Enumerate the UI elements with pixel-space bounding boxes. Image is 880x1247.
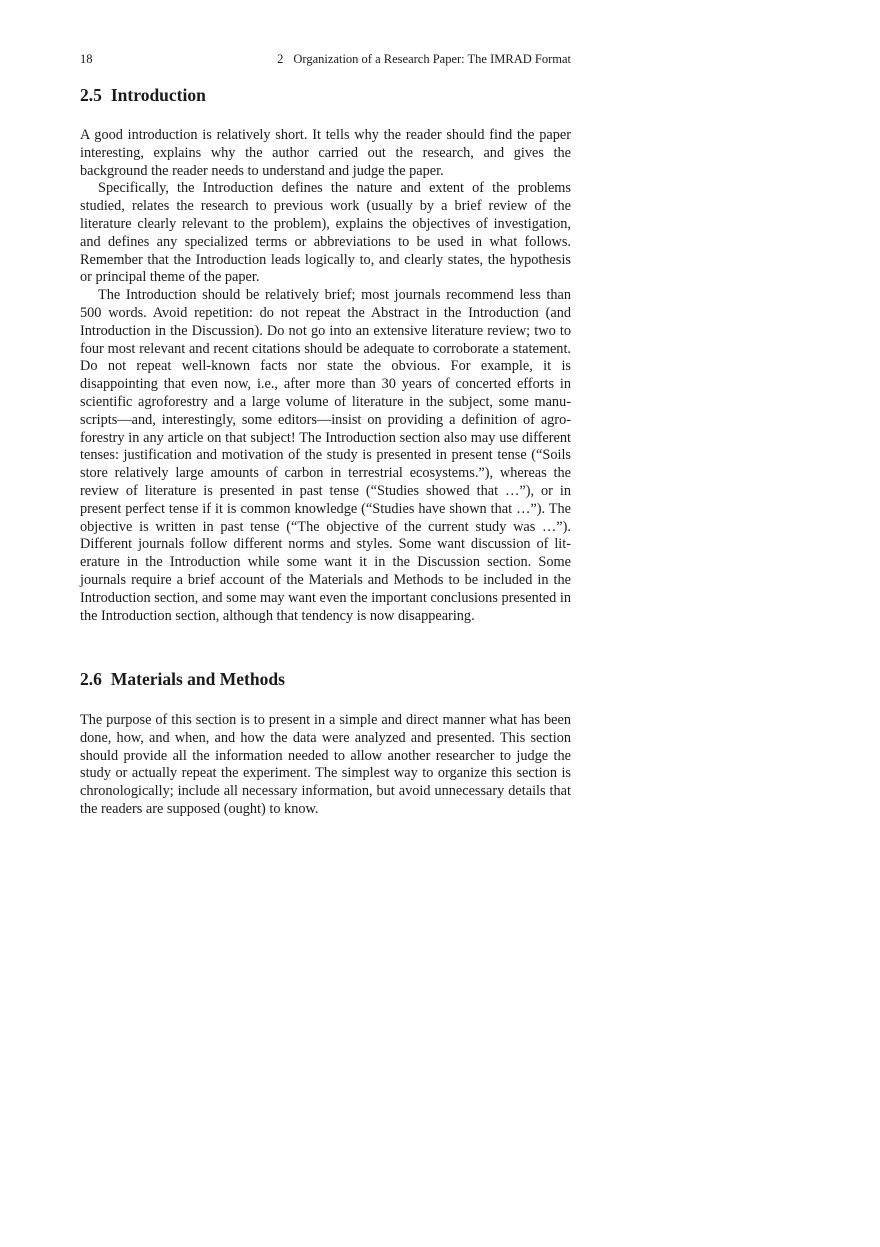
paragraph: A good introduction is relatively short. It tells why the reader should find the paper interesting, explains why the author carried out the research, and gives the background the reader needs to understand and judge the paper. bbox=[80, 127, 571, 179]
page-number: 18 bbox=[80, 52, 93, 66]
chapter-title: Organization of a Research Paper: The IMRAD Format bbox=[293, 52, 571, 66]
section-number: 2.6 bbox=[80, 669, 102, 689]
section-title: Materials and Methods bbox=[110, 669, 285, 689]
chapter-number: 2 bbox=[277, 52, 284, 66]
paragraph: Specifically, the Introduction defines the nature and extent of the problems studied, relates the research to previous work (usually by a brief review of the literature clearly relevant to the problem), explains the objectives of investigation, and defines any specialized terms or abbreviations to be used in what follows. Remember that the Introduction leads logically to, and clearly states, the hypothesis or principal theme of the paper. bbox=[80, 180, 571, 286]
section-body-materials-and-methods bbox=[80, 712, 571, 819]
section-body-introduction bbox=[80, 127, 571, 625]
section-title: Introduction bbox=[110, 85, 206, 105]
section-heading-introduction bbox=[80, 84, 206, 106]
running-head-chapter bbox=[277, 51, 571, 67]
paragraph: The Introduction should be relatively brief; most journals recommend less than 500 words. Avoid repetition: do not repeat the Abstract in the Introduction (and Introduction in the Discussion). Do not go into an extensive literature review; two to four most relevant and recent citations should be adequate to corroborate a statement. Do not repeat well-known facts nor state the obvious. For example, it is disappointing that even now, i.e., after more than 30 years of concerted efforts in scientific agroforestry and a large volume of literature in the subject, some manuscripts—and, interestingly, some editors—insist on providing a definition of agroforestry in any article on that subject! The Introduction section also may use different tenses: justification and motivation of the study is presented in present tense (“Soils store relatively large amounts of carbon in terrestrial ecosystems.”), whereas the review of literature is presented in past tense (“Studies showed that …”), or in present perfect tense if it is common knowledge (“Studies have shown that …”). The objective is written in past tense (“The objective of the current study was …”). Different journals follow different norms and styles. Some want discussion of literature in the Introduction while some want it in the Discussion section. Some journals require a brief account of the Materials and Methods to be included in the Introduction section, and some may want even the important conclusions presented in the Introduction section, although that tendency is now disappearing. bbox=[80, 287, 571, 624]
paragraph: The purpose of this section is to present in a simple and direct manner what has been done, how, and when, and how the data were analyzed and presented. This section should provide all the information needed to allow another researcher to judge the study or actually repeat the experiment. The simplest way to organize this section is chronologically; include all necessary information, but avoid unnecessary details that the readers are supposed (ought) to know. bbox=[80, 712, 571, 817]
section-number: 2.5 bbox=[80, 85, 102, 105]
section-heading-materials-and-methods bbox=[80, 668, 285, 690]
